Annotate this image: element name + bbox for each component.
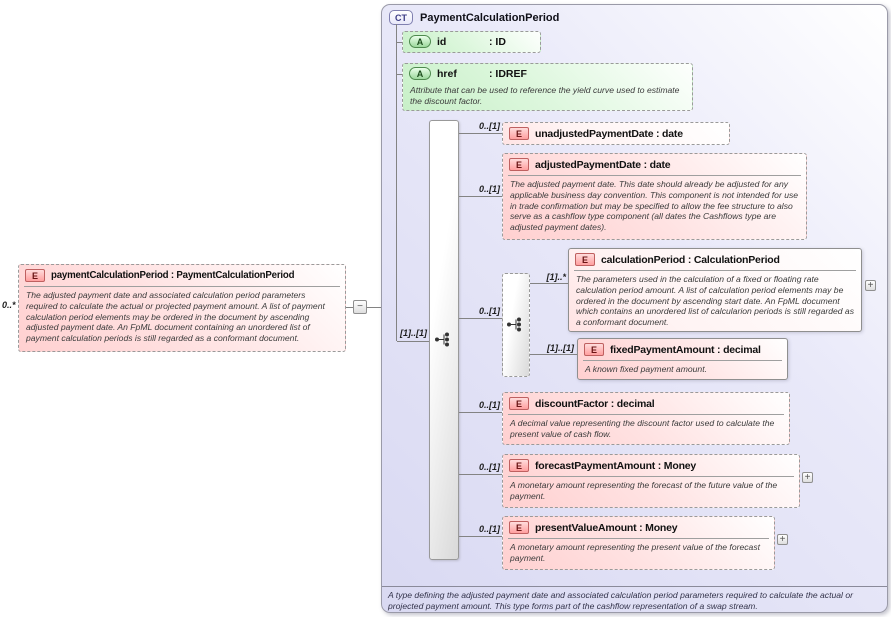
connector [530, 354, 577, 355]
element-adjusted-payment-date[interactable] [502, 153, 807, 240]
cardinality-label-root: 0..* [2, 300, 16, 310]
connector [459, 474, 502, 475]
collapse-button[interactable]: − [353, 300, 367, 314]
element-annotation: The adjusted payment date and associated calculation period parameters required to calculate the actual or projected payment amount. A list of payment calculation period elements may be ordered in the document by ascending adjusted payment date. An FpML document containing an unordered list of payment calculation periods is still regarded as a conformant document. [26, 290, 325, 344]
element-unadjusted-payment-date[interactable] [502, 122, 730, 145]
connector [397, 341, 429, 342]
connector [459, 196, 502, 197]
element-badge-icon: E [509, 127, 529, 140]
attribute-name: id [437, 35, 447, 48]
divider [382, 586, 887, 587]
connector [459, 318, 502, 319]
cardinality-label: 0..[1] [478, 121, 500, 131]
element-forecast-payment-amount[interactable] [502, 454, 800, 508]
attribute-badge-icon: A [409, 35, 431, 48]
element-badge-icon: E [584, 343, 604, 356]
attribute-type: : IDREF [489, 67, 527, 80]
element-calculation-period[interactable] [568, 248, 862, 332]
element-annotation: A monetary amount representing the present value of the forecast payment. [510, 542, 760, 563]
element-annotation: The adjusted payment date. This date should already be adjusted for any applicable business day convention. This component is not intended for use in trade confirmation but may be specified to allow the fee structure to also serve as a cashflow type component (all dates the Cashflows type are adjusted payment dates). [510, 179, 799, 233]
connector [367, 307, 382, 308]
element-title: presentValueAmount : Money [535, 521, 678, 534]
cardinality-label: 0..[1] [478, 400, 500, 410]
cardinality-label: 0..[1] [478, 306, 500, 316]
connector [459, 536, 502, 537]
attribute-id[interactable] [402, 31, 541, 53]
connector [530, 283, 568, 284]
cardinality-label-sequence: [1]..[1] [400, 328, 427, 338]
expand-button[interactable]: + [777, 534, 788, 545]
sequence-icon [434, 332, 454, 347]
choice-icon [506, 317, 526, 332]
element-badge-icon: E [509, 521, 529, 534]
element-annotation: A known fixed payment amount. [585, 364, 707, 374]
attribute-href[interactable] [402, 63, 693, 111]
cardinality-label: 0..[1] [478, 524, 500, 534]
element-payment-calculation-period[interactable] [18, 264, 346, 352]
element-badge-icon: E [509, 459, 529, 472]
element-badge-icon: E [509, 158, 529, 171]
element-title: paymentCalculationPeriod : PaymentCalculationPeriod [51, 270, 295, 281]
element-annotation: A monetary amount representing the forecast of the future value of the payment. [510, 480, 778, 501]
element-badge-icon: E [509, 397, 529, 410]
element-title: unadjustedPaymentDate : date [535, 127, 683, 140]
attribute-type: : ID [489, 35, 506, 48]
cardinality-label: [1]..* [546, 272, 566, 282]
attribute-annotation: Attribute that can be used to reference the yield curve used to estimate the discount factor. [410, 85, 680, 106]
connector [396, 24, 397, 341]
element-discount-factor[interactable] [502, 392, 790, 445]
element-present-value-amount[interactable] [502, 516, 775, 570]
attribute-badge-icon: A [409, 67, 431, 80]
expand-button[interactable]: + [802, 472, 813, 483]
element-badge-icon: E [25, 269, 45, 282]
element-title: discountFactor : decimal [535, 397, 655, 410]
complex-type-badge-icon: CT [389, 10, 413, 25]
element-annotation: A decimal value representing the discount factor used to calculate the present value of cash flow. [510, 418, 775, 439]
element-annotation: The parameters used in the calculation of a fixed or floating rate calculation period amount. A list of calculation period elements may be ordered in the document by ascending start date. An FpML document which contains an unordered list of calcularion periods is still regarded as a conformant document. [576, 274, 855, 328]
cardinality-label: [1]..[1] [547, 343, 574, 353]
complex-type-annotation: A type defining the adjusted payment date and associated calculation period parameters required to calculate the actual or projected payment amount. This type forms part of the cashflow representation of a swap stream. [388, 590, 853, 611]
attribute-name: href [437, 67, 457, 80]
element-title: adjustedPaymentDate : date [535, 158, 671, 171]
expand-button[interactable]: + [865, 280, 876, 291]
element-title: forecastPaymentAmount : Money [535, 459, 697, 472]
element-badge-icon: E [575, 253, 595, 266]
cardinality-label: 0..[1] [478, 184, 500, 194]
cardinality-label: 0..[1] [478, 462, 500, 472]
connector [459, 133, 502, 134]
connector [459, 412, 502, 413]
connector [346, 307, 353, 308]
element-title: fixedPaymentAmount : decimal [610, 343, 761, 356]
element-fixed-payment-amount[interactable] [577, 338, 788, 380]
ct-header [389, 10, 559, 25]
element-title: calculationPeriod : CalculationPeriod [601, 253, 780, 266]
complex-type-title: PaymentCalculationPeriod [420, 11, 560, 24]
